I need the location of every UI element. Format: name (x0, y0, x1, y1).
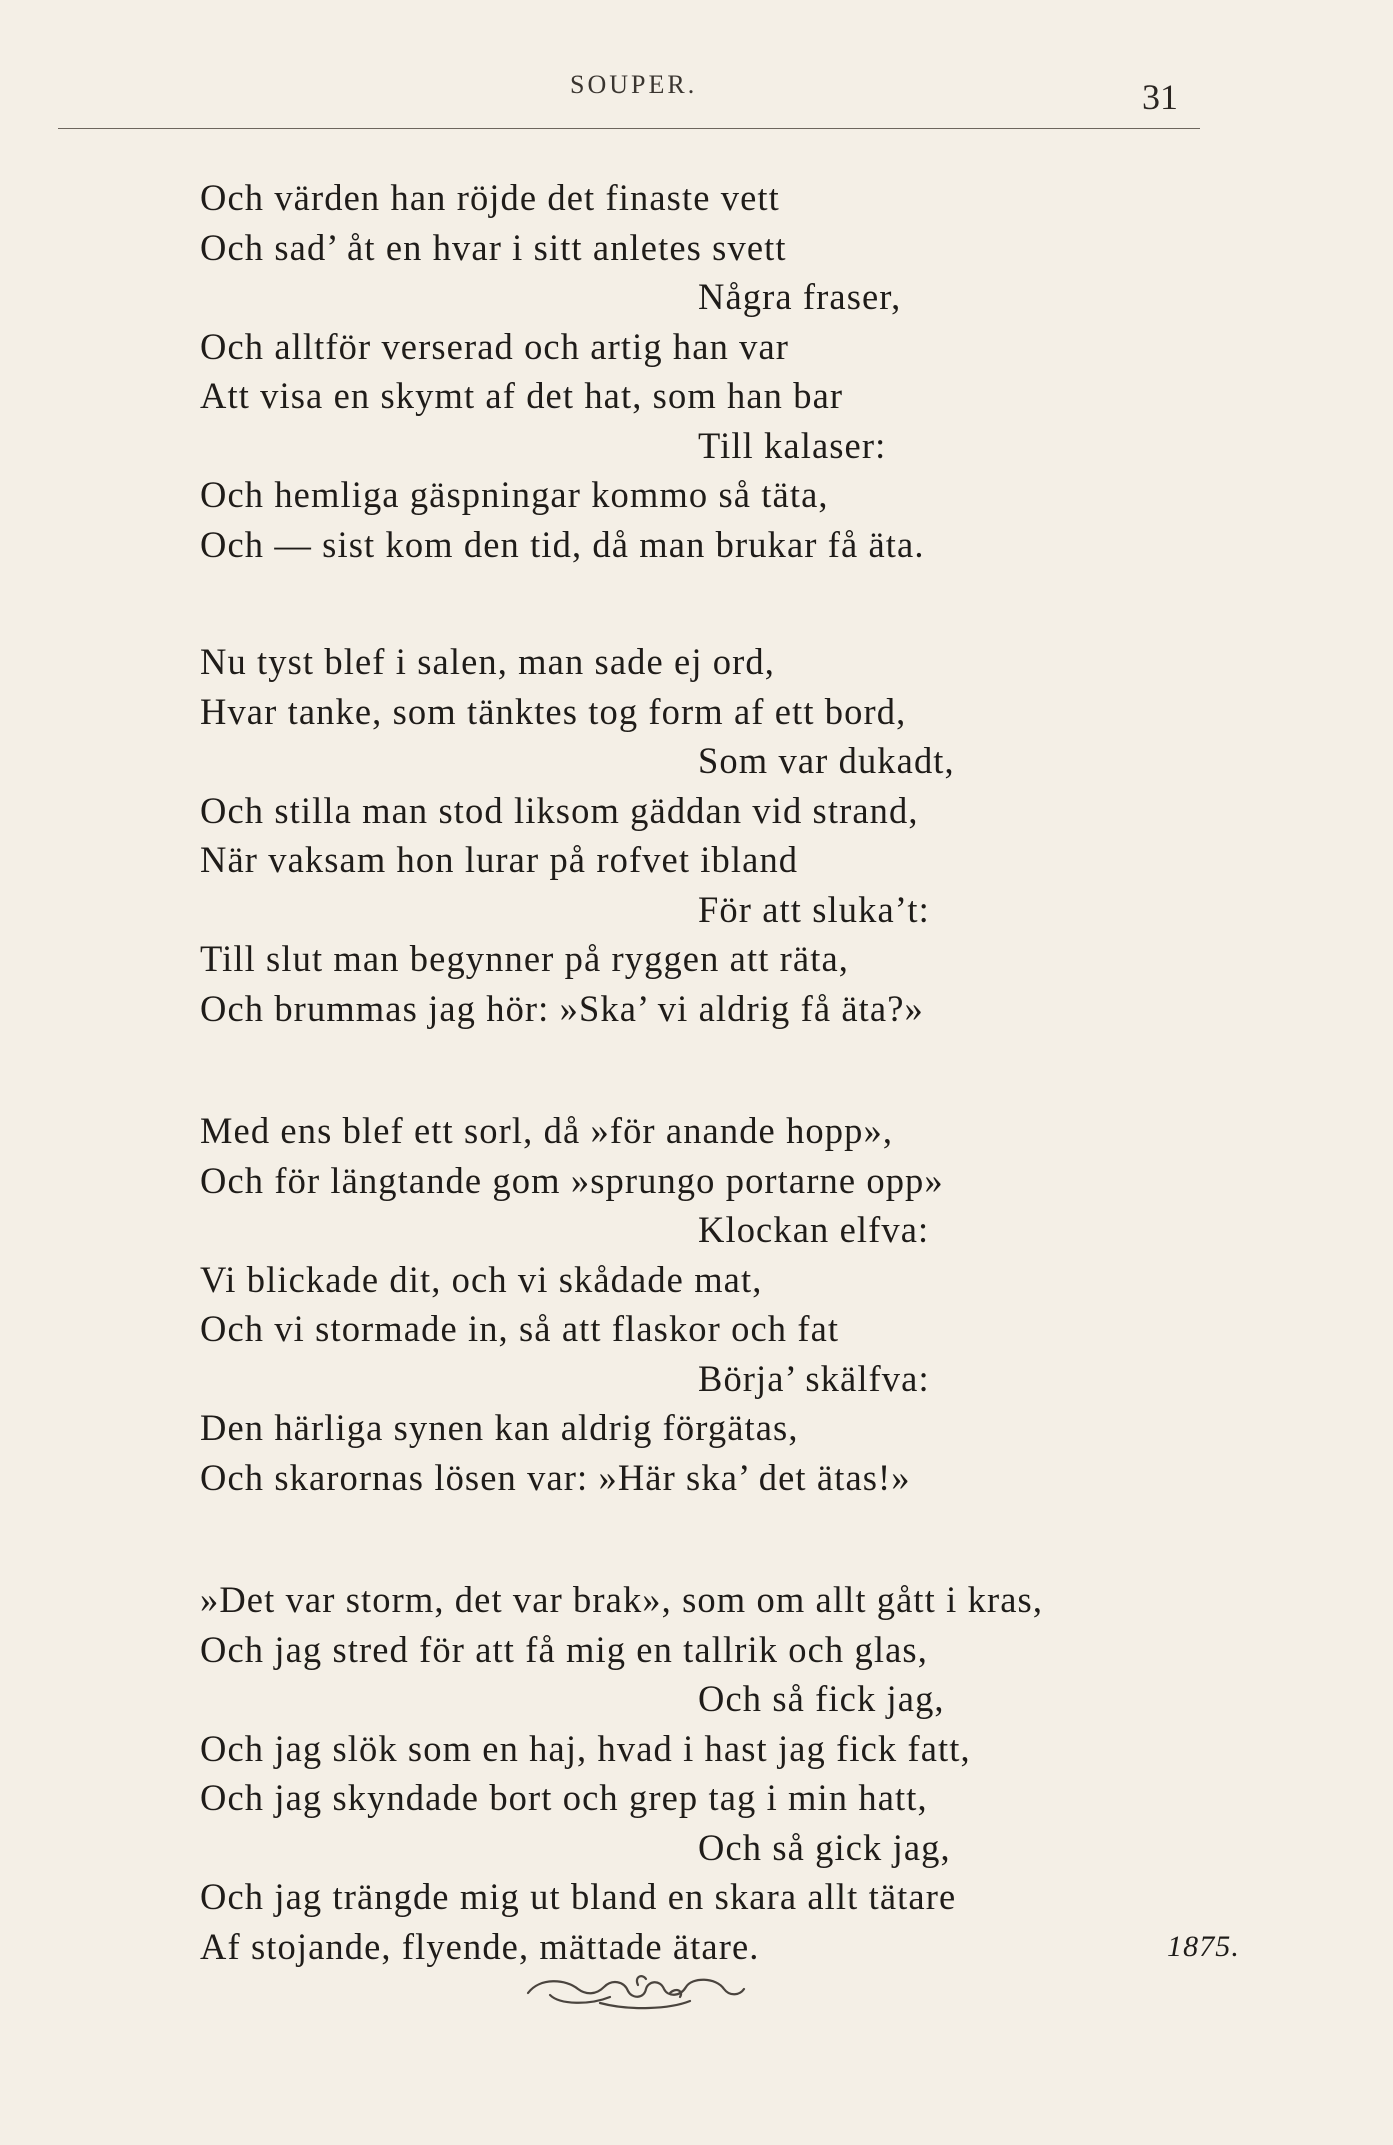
verse-line-short: Som var dukadt, (698, 740, 955, 781)
verse-line: Och brummas jag hör: »Ska’ vi aldrig få äta?» (200, 987, 924, 1029)
verse-line: Och vi stormade in, så att flaskor och fat (200, 1308, 840, 1349)
verse-line-short: Klockan elfva: (698, 1209, 930, 1250)
page-number: 31 (1142, 77, 1178, 117)
stanza-2 (200, 637, 1240, 1033)
verse-line: Och jag stred för att få mig en tallrik och glas, (200, 1628, 928, 1670)
verse-line (200, 1922, 1240, 1972)
verse-line: Hvar tanke, som tänktes tog form af ett bord, (200, 690, 907, 732)
header-rule (58, 128, 1200, 129)
verse-line-short: För att sluka’t: (698, 888, 930, 930)
verse-line: Och värden han röjde det finaste vett (200, 177, 780, 218)
verse-line: Och jag skyndade bort och grep tag i min hatt, (200, 1777, 928, 1818)
verse-line: Vi blickade dit, och vi skådade mat, (200, 1258, 763, 1300)
verse-line: Den härliga synen kan aldrig förgätas, (200, 1407, 799, 1448)
verse-line: Och för längtande gom »sprungo portarne opp» (200, 1159, 944, 1201)
verse-line: Och alltför verserad och artig han var (200, 325, 790, 367)
verse-line-text: Af stojande, flyende, mättade ätare. (200, 1925, 760, 1967)
verse-line: När vaksam hon lurar på rofvet ibland (200, 839, 799, 880)
stanza-4 (200, 1575, 1240, 1971)
verse-line: Och sad’ åt en hvar i sitt anletes svett (200, 226, 787, 268)
verse-line: Och skarornas lösen var: »Här ska’ det ätas!» (200, 1456, 911, 1498)
verse-line-short: Och så fick jag, (698, 1678, 945, 1719)
stanza-1 (200, 173, 1240, 569)
verse-line-short: Börja’ skälfva: (698, 1357, 930, 1399)
verse-line: Och hemliga gäspningar kommo så täta, (200, 474, 829, 515)
running-title: SOUPER. (570, 70, 698, 99)
verse-line: »Det var storm, det var brak», som om allt gått i kras, (200, 1579, 1044, 1620)
stanza-3 (200, 1106, 1240, 1502)
poem-date: 1875. (1167, 1929, 1240, 1963)
running-header (0, 70, 1393, 117)
verse-line: Och — sist kom den tid, då man brukar få äta. (200, 523, 925, 565)
verse-line: Och stilla man stod liksom gäddan vid strand, (200, 789, 919, 831)
verse-line-short: Några fraser, (698, 276, 902, 317)
verse-line: Och jag slök som en haj, hvad i hast jag fick fatt, (200, 1727, 971, 1769)
verse-line: Till slut man begynner på ryggen att räta, (200, 938, 850, 979)
verse-line-short: Och så gick jag, (698, 1826, 951, 1868)
verse-line: Nu tyst blef i salen, man sade ej ord, (200, 641, 775, 682)
verse-line: Och jag trängde mig ut bland en skara allt tätare (200, 1876, 957, 1917)
verse-line-short: Till kalaser: (698, 424, 887, 466)
verse-line: Att visa en skymt af det hat, som han bar (200, 375, 844, 416)
vignette-ornament-icon (520, 1965, 750, 2015)
verse-line: Med ens blef ett sorl, då »för anande hopp», (200, 1110, 894, 1151)
